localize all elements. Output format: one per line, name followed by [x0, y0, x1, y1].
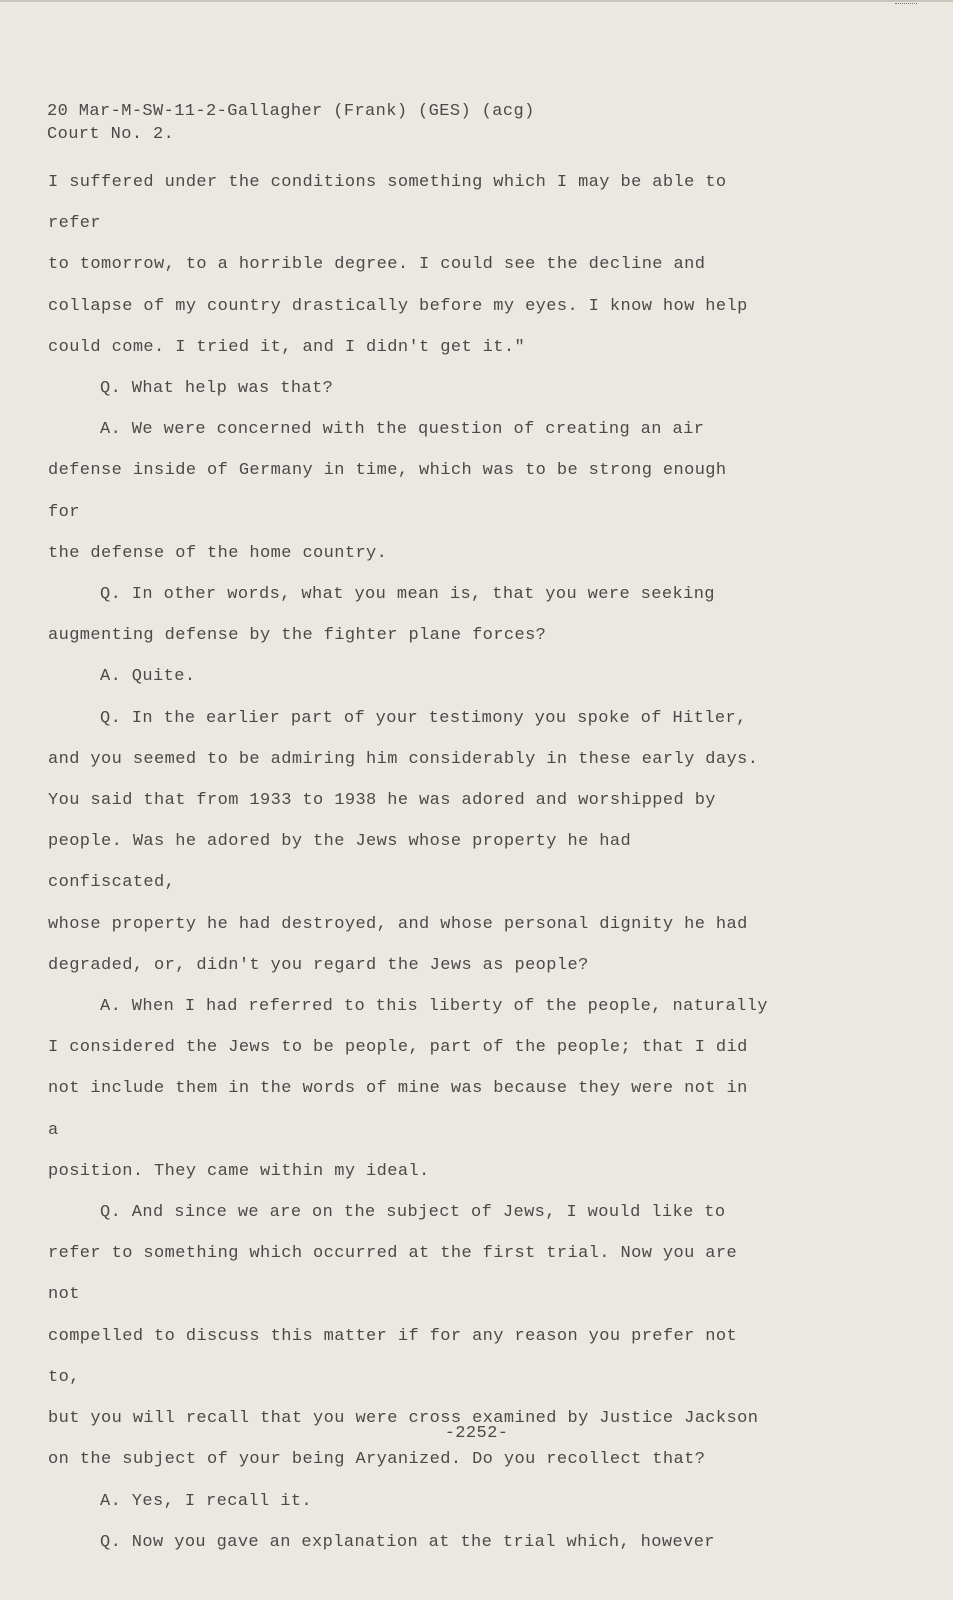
- text-line: the defense of the home country.: [48, 543, 388, 563]
- text-line: on the subject of your being Aryanized. Do you recollect that?: [48, 1450, 706, 1470]
- text-line: whose property he had destroyed, and whose personal dignity he had: [48, 914, 748, 934]
- page-number: -2252-: [444, 1424, 509, 1443]
- document-header: [47, 100, 535, 146]
- text-line: Q. And since we are on the subject of Jews, I would like to: [100, 1203, 726, 1223]
- text-line: Q. In the earlier part of your testimony you spoke of Hitler,: [100, 708, 747, 728]
- text-line: augmenting defense by the fighter plane forces?: [48, 626, 547, 646]
- text-line: defense inside of Germany in time, which was to be strong enough for: [48, 461, 738, 522]
- corner-mark: [895, 0, 917, 4]
- text-line: Q. Now you gave an explanation at the trial which, however: [100, 1532, 715, 1552]
- header-court: Court No. 2.: [47, 125, 175, 144]
- text-line: You said that from 1933 to 1938 he was adored and worshipped by: [48, 791, 716, 811]
- header-reference: 20 Mar-M-SW-11-2-Gallagher (Frank) (GES) (acg): [47, 102, 535, 121]
- text-line: collapse of my country drastically before my eyes. I know how help: [48, 296, 748, 316]
- text-line: people. Was he adored by the Jews whose property he had confiscated,: [48, 832, 642, 893]
- text-line: not include them in the words of mine was because they were not in a: [48, 1079, 759, 1140]
- text-line: to tomorrow, to a horrible degree. I could see the decline and: [48, 255, 706, 275]
- text-line: and you seemed to be admiring him considerably in these early days.: [48, 749, 759, 769]
- text-line: refer to something which occurred at the first trial. Now you are not: [48, 1244, 748, 1305]
- text-line: position. They came within my ideal.: [48, 1161, 430, 1181]
- text-line: but you will recall that you were cross examined by Justice Jackson: [48, 1409, 759, 1429]
- text-line: I considered the Jews to be people, part of the people; that I did: [48, 1038, 748, 1058]
- text-line: degraded, or, didn't you regard the Jews as people?: [48, 955, 589, 975]
- text-line: A. When I had referred to this liberty of the people, naturally: [100, 997, 768, 1017]
- text-line: A. We were concerned with the question of creating an air: [100, 420, 705, 440]
- transcript-body: [48, 162, 768, 1563]
- text-line: compelled to discuss this matter if for any reason you prefer not to,: [48, 1326, 748, 1387]
- text-line: Q. What help was that?: [100, 379, 334, 399]
- text-line: could come. I tried it, and I didn't get it.": [48, 337, 526, 357]
- text-line: A. Quite.: [100, 667, 196, 687]
- text-line: I suffered under the conditions something which I may be able to refer: [48, 173, 738, 234]
- text-line: Q. In other words, what you mean is, that you were seeking: [100, 585, 715, 605]
- text-line: A. Yes, I recall it.: [100, 1491, 313, 1511]
